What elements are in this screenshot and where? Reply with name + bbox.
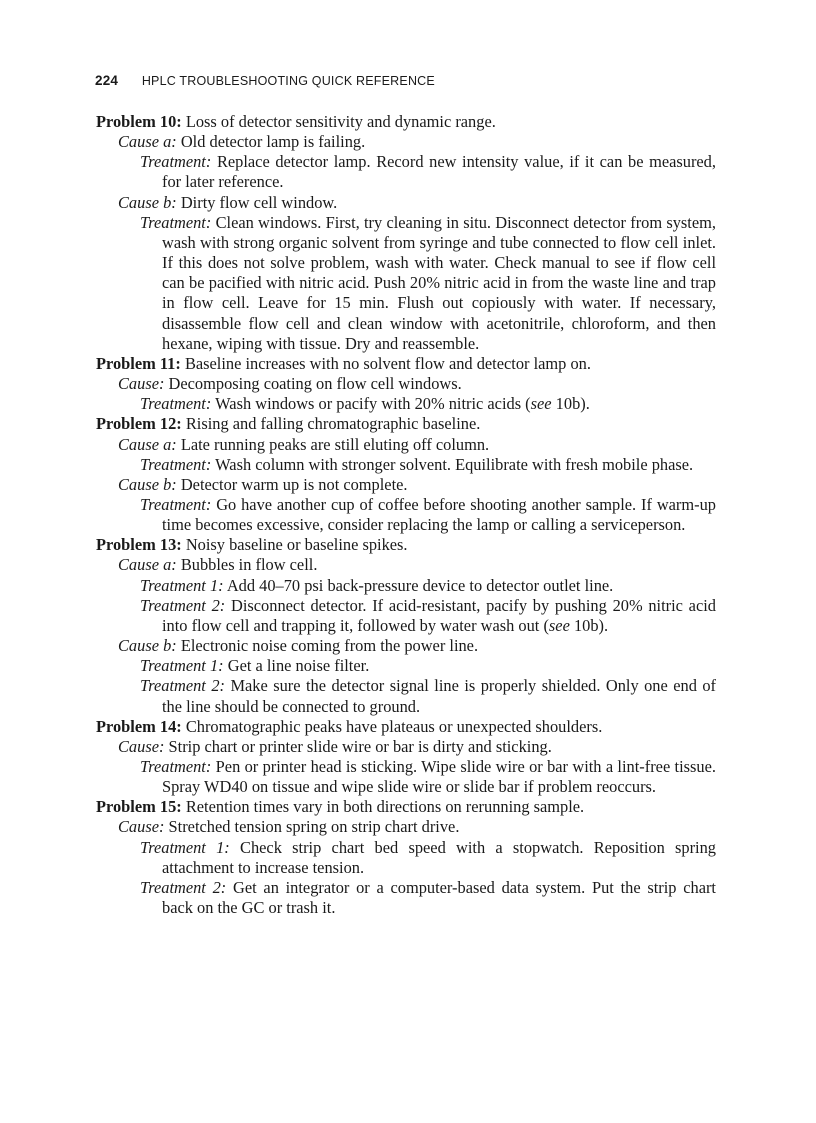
treatment-text-end: 10b). — [551, 394, 590, 414]
cause — [96, 132, 716, 152]
cause-label: Cause: — [118, 817, 165, 837]
treatment-text: Clean windows. First, try cleaning in situ. Disconnect detector from system, wash with strong organic solvent from syringe and tube connected to flow cell inlet. If this does not solve problem, wash with water. Check manual to see if flow cell can be pacified with nitric acid. Push 20% nitric acid in from the waste line and trap in flow cell. Leave for 15 min. Flush out copiously with water. If necessary, disassemble flow cell and clean window with acetonitrile, chloroform, and then hexane, wiping with tissue. Dry and reassemble. — [162, 212, 716, 353]
problem-label: Problem 14: — [96, 716, 182, 736]
cause-text: Stretched tension spring on strip chart drive. — [168, 817, 460, 837]
treatment — [96, 576, 716, 596]
problem-10 — [96, 112, 716, 132]
page-number: 224 — [95, 73, 119, 88]
cause — [96, 193, 716, 213]
treatment — [96, 656, 716, 676]
treatment-text: Make sure the detector signal line is properly shielded. Only one end of the line should be connected to ground. — [162, 676, 717, 716]
cause-label: Cause b: — [118, 192, 177, 212]
treatment-label: Treatment 1: — [140, 837, 230, 857]
treatment-label: Treatment: — [140, 494, 212, 514]
treatment-text-end: 10b). — [569, 615, 609, 635]
treatment — [96, 757, 716, 797]
treatment-label: Treatment: — [140, 454, 212, 474]
cause-label: Cause a: — [118, 132, 177, 152]
treatment — [96, 213, 716, 354]
running-title: HPLC TROUBLESHOOTING QUICK REFERENCE — [141, 74, 435, 88]
treatment-label: Treatment: — [140, 152, 212, 172]
cause — [96, 636, 716, 656]
problem-label: Problem 12: — [96, 414, 182, 434]
treatment-text: Wash windows or pacify with 20% nitric acids ( — [215, 394, 531, 414]
treatment-text: Check strip chart bed speed with a stopwatch. Reposition spring attachment to increase tension. — [162, 837, 716, 877]
treatment — [96, 152, 716, 192]
problem-label: Problem 15: — [96, 797, 182, 817]
problem-12 — [96, 414, 716, 434]
treatment — [96, 878, 716, 918]
cause-label: Cause b: — [118, 636, 177, 656]
treatment-text: Pen or printer head is sticking. Wipe slide wire or bar with a lint-free tissue. Spray WD40 on tissue and wipe slide wire or slide bar if problem reoccurs. — [162, 757, 716, 797]
treatment — [96, 596, 716, 636]
cause-label: Cause: — [118, 374, 165, 394]
problem-label: Problem 10: — [96, 112, 182, 131]
treatment-label: Treatment: — [140, 212, 212, 232]
problem-label: Problem 13: — [96, 535, 182, 555]
problem-text: Loss of detector sensitivity and dynamic range. — [185, 112, 496, 131]
treatment-text: Wash column with stronger solvent. Equilibrate with fresh mobile phase. — [215, 454, 694, 474]
treatment-text: Go have another cup of coffee before shooting another sample. If warm-up time becomes excessive, consider replacing the lamp or calling a serviceperson. — [162, 494, 716, 535]
cause-text: Detector warm up is not complete. — [180, 474, 408, 494]
running-header — [95, 73, 720, 93]
treatment-label: Treatment 2: — [140, 595, 226, 615]
treatment-label: Treatment 1: — [140, 656, 224, 676]
treatment-label: Treatment 2: — [140, 877, 227, 897]
treatment-text: Get a line noise filter. — [227, 656, 370, 676]
cause-text: Old detector lamp is failing. — [180, 132, 366, 152]
cause-text: Electronic noise coming from the power line. — [180, 636, 479, 656]
cause — [96, 475, 716, 495]
problem-text: Noisy baseline or baseline spikes. — [185, 535, 408, 555]
see-reference: see — [530, 394, 552, 414]
treatment-label: Treatment: — [140, 394, 212, 414]
cause-label: Cause b: — [118, 474, 177, 494]
treatment-text: Get an integrator or a computer-based data system. Put the strip chart back on the GC or trash it. — [162, 877, 716, 918]
problem-15 — [96, 797, 716, 817]
cause — [96, 817, 716, 837]
problem-label: Problem 11: — [96, 353, 181, 373]
treatment-label: Treatment 2: — [140, 676, 225, 696]
problem-text: Rising and falling chromatographic baseline. — [185, 414, 481, 434]
problem-14 — [96, 717, 716, 737]
treatment-label: Treatment 1: — [140, 575, 224, 595]
cause-label: Cause a: — [118, 434, 177, 454]
cause — [96, 374, 716, 394]
treatment — [96, 495, 716, 535]
treatment-text: Add 40–70 psi back-pressure device to detector outlet line. — [226, 575, 614, 595]
treatment-text: Replace detector lamp. Record new intensity value, if it can be measured, for later reference. — [162, 152, 716, 192]
treatment — [96, 394, 716, 414]
cause-text: Decomposing coating on flow cell windows. — [168, 374, 462, 394]
problem-text: Baseline increases with no solvent flow and detector lamp on. — [184, 353, 591, 373]
cause-text: Bubbles in flow cell. — [180, 555, 318, 575]
treatment — [96, 838, 716, 878]
treatment-text: Disconnect detector. If acid-resistant, pacify by pushing 20% nitric acid into flow cell and trapping it, followed by water wash out ( — [162, 595, 716, 635]
cause-label: Cause: — [118, 736, 165, 756]
problem-text: Retention times vary in both directions on rerunning sample. — [185, 797, 585, 817]
see-reference: see — [548, 615, 570, 635]
cause-text: Late running peaks are still eluting off column. — [180, 434, 490, 454]
cause — [96, 737, 716, 757]
cause-text: Strip chart or printer slide wire or bar is dirty and sticking. — [168, 736, 552, 756]
cause — [96, 555, 716, 575]
cause-text: Dirty flow cell window. — [180, 192, 338, 212]
treatment — [96, 676, 716, 716]
problem-11 — [96, 354, 716, 374]
cause — [96, 435, 716, 455]
cause-label: Cause a: — [118, 555, 177, 575]
troubleshooting-list — [96, 112, 716, 918]
problem-13 — [96, 535, 716, 555]
treatment-label: Treatment: — [140, 757, 212, 776]
problem-text: Chromatographic peaks have plateaus or unexpected shoulders. — [185, 716, 603, 736]
treatment — [96, 455, 716, 475]
